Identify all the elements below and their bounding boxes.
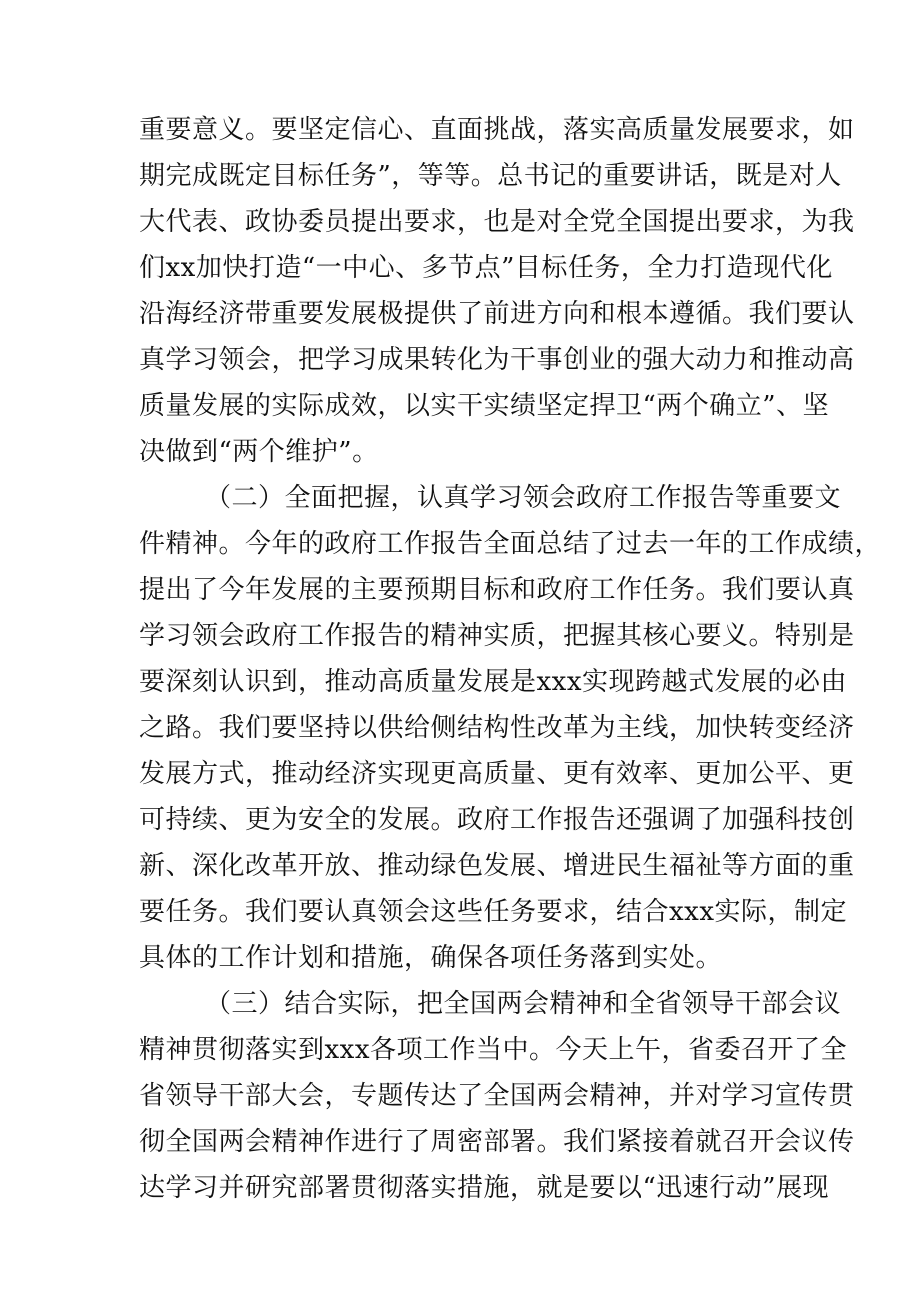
text-line: 重要意义。要坚定信心、直面挑战，落实高质量发展要求，如 — [139, 115, 855, 145]
paragraph-2 — [139, 475, 882, 981]
text-line: 具体的工作计划和措施，确保各项任务落到实处。 — [139, 943, 723, 973]
text-line: 达学习并研究部署贯彻落实措施，就是要以“迅速行动”展现 — [139, 1173, 830, 1203]
text-line: 大代表、政协委员提出要求，也是对全党全国提出要求，为我 — [139, 207, 855, 237]
text-line: 省领导干部大会，专题传达了全国两会精神，并对学习宣传贯 — [139, 1081, 855, 1111]
text-line: 提出了今年发展的主要预期目标和政府工作任务。我们要认真 — [139, 575, 855, 605]
text-line: 发展方式，推动经济实现更高质量、更有效率、更加公平、更 — [139, 759, 855, 789]
document-body — [139, 107, 882, 1211]
text-line: 件精神。今年的政府工作报告全面总结了过去一年的工作成绩， — [139, 529, 882, 559]
text-line: 新、深化改革开放、推动绿色发展、增进民生福祉等方面的重 — [139, 851, 855, 881]
text-line: 可持续、更为安全的发展。政府工作报告还强调了加强科技创 — [139, 805, 855, 835]
text-line: 之路。我们要坚持以供给侧结构性改革为主线，加快转变经济 — [139, 713, 855, 743]
text-line-indented: （三）结合实际，把全国两会精神和全省领导干部会议 — [205, 989, 842, 1019]
text-line: 精神贯彻落实到xxx各项工作当中。今天上午，省委召开了全 — [139, 1035, 847, 1065]
text-line: 沿海经济带重要发展极提供了前进方向和根本遵循。我们要认 — [139, 299, 855, 329]
paragraph-3 — [139, 981, 855, 1211]
text-line-indented: （二）全面把握，认真学习领会政府工作报告等重要文 — [205, 483, 842, 513]
text-line: 真学习领会，把学习成果转化为干事创业的强大动力和推动高 — [139, 345, 855, 375]
text-line: 决做到“两个维护”。 — [139, 437, 379, 467]
text-line: 要深刻认识到，推动高质量发展是xxx实现跨越式发展的必由 — [139, 667, 847, 697]
text-line: 期完成既定目标任务”，等等。总书记的重要讲话，既是对人 — [139, 161, 842, 191]
text-line: 要任务。我们要认真领会这些任务要求，结合xxx实际，制定 — [139, 897, 847, 927]
paragraph-1 — [139, 107, 855, 475]
text-line: 们xx加快打造“一中心、多节点”目标任务，全力打造现代化 — [139, 253, 833, 283]
text-line: 彻全国两会精神作进行了周密部署。我们紧接着就召开会议传 — [139, 1127, 855, 1157]
text-line: 质量发展的实际成效，以实干实绩坚定捍卫“两个确立”、坚 — [139, 391, 830, 421]
text-line: 学习领会政府工作报告的精神实质，把握其核心要义。特别是 — [139, 621, 855, 651]
